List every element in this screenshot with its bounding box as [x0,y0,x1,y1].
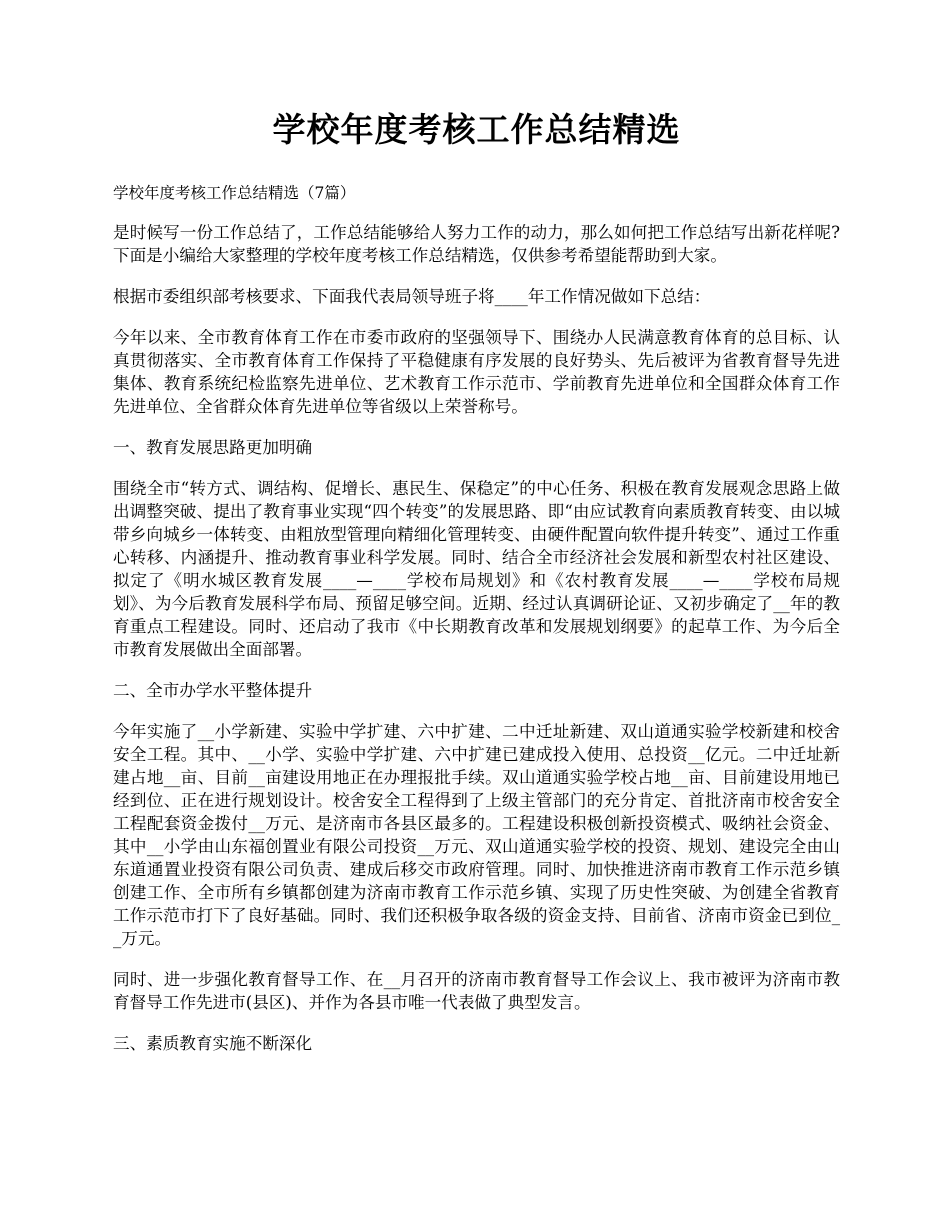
summary-lead-paragraph: 根据市委组织部考核要求、下面我代表局领导班子将____年工作情况做如下总结： [113,287,711,306]
document-subtitle: 学校年度考核工作总结精选（7篇） [113,184,356,202]
intro-paragraph: 是时候写一份工作总结了，工作总结能够给人努力工作的动力，那么如何把工作总结写出新花样呢?下面是小编给大家整理的学校年度考核工作总结精选，仅供参考希望能帮助到大家。 [113,223,840,265]
document-title: 学校年度考核工作总结精选 [272,110,681,149]
section-heading-1: 一、教育发展思路更加明确 [113,438,313,457]
document-body [113,182,840,1055]
section-2-paragraph-continued: 同时、进一步强化教育督导工作、在__月召开的济南市教育督导工作会议上、我市被评为济南市教育督导工作先进市(县区)、并作为各县市唯一代表做了典型发言。 [113,970,840,1012]
section-heading-2: 二、全市办学水平整体提升 [113,681,313,700]
section-2-paragraph: 今年实施了__小学新建、实验中学扩建、六中扩建、二中迁址新建、双山道通实验学校新建和校舍安全工程。其中、__小学、实验中学扩建、六中扩建已建成投入使用、总投资__亿元。二中迁址新建占地__亩、目前__亩建设用地正在办理报批手续。双山道通实验学校占地__亩、目前建设用地已经到位、正在进行规划设计。校舍安全工程得到了上级主管部门的充分肯定、首批济南市校舍安全工程配套资金拨付__万元、是济南市各县区最多的。工程建设积极创新投资模式、吸纳社会资金、其中__小学由山东福创置业有限公司投资__万元、双山道通实验学校的投资、规划、建设完全由山东道通置业投资有限公司负责、建成后移交市政府管理。同时、加快推进济南市教育工作示范乡镇创建工作、全市所有乡镇都创建为济南市教育工作示范乡镇、实现了历史性突破、为创建全省教育工作示范市打下了良好基础。同时、我们还积极争取各级的资金支持、目前省、济南市资金已到位__万元。 [113,722,840,948]
overview-paragraph: 今年以来、全市教育体育工作在市委市政府的坚强领导下、围绕办人民满意教育体育的总目标、认真贯彻落实、全市教育体育工作保持了平稳健康有序发展的良好势头、先后被评为省教育督导先进集体、教育系统纪检监察先进单位、艺术教育工作示范市、学前教育先进单位和全国群众体育工作先进单位、全省群众体育先进单位等省级以上荣誉称号。 [113,328,840,416]
section-1-paragraph: 围绕全市“转方式、调结构、促增长、惠民生、保稳定”的中心任务、积极在教育发展观念思路上做出调整突破、提出了教育事业实现“四个转变”的发展思路、即“由应试教育向素质教育转变、由以城带乡向城乡一体转变、由粗放型管理向精细化管理转变、由硬件配置向软件提升转变”、通过工作重心转移、内涵提升、推动教育事业科学发展。同时、结合全市经济社会发展和新型农村社区建设、拟定了《明水城区教育发展____—____学校布局规划》和《农村教育发展____—____学校布局规划》、为今后教育发展科学布局、预留足够空间。近期、经过认真调研论证、又初步确定了__年的教育重点工程建设。同时、还启动了我市《中长期教育改革和发展规划纲要》的起草工作、为今后全市教育发展做出全面部署。 [113,479,840,659]
section-heading-3: 三、素质教育实施不断深化 [113,1034,313,1053]
